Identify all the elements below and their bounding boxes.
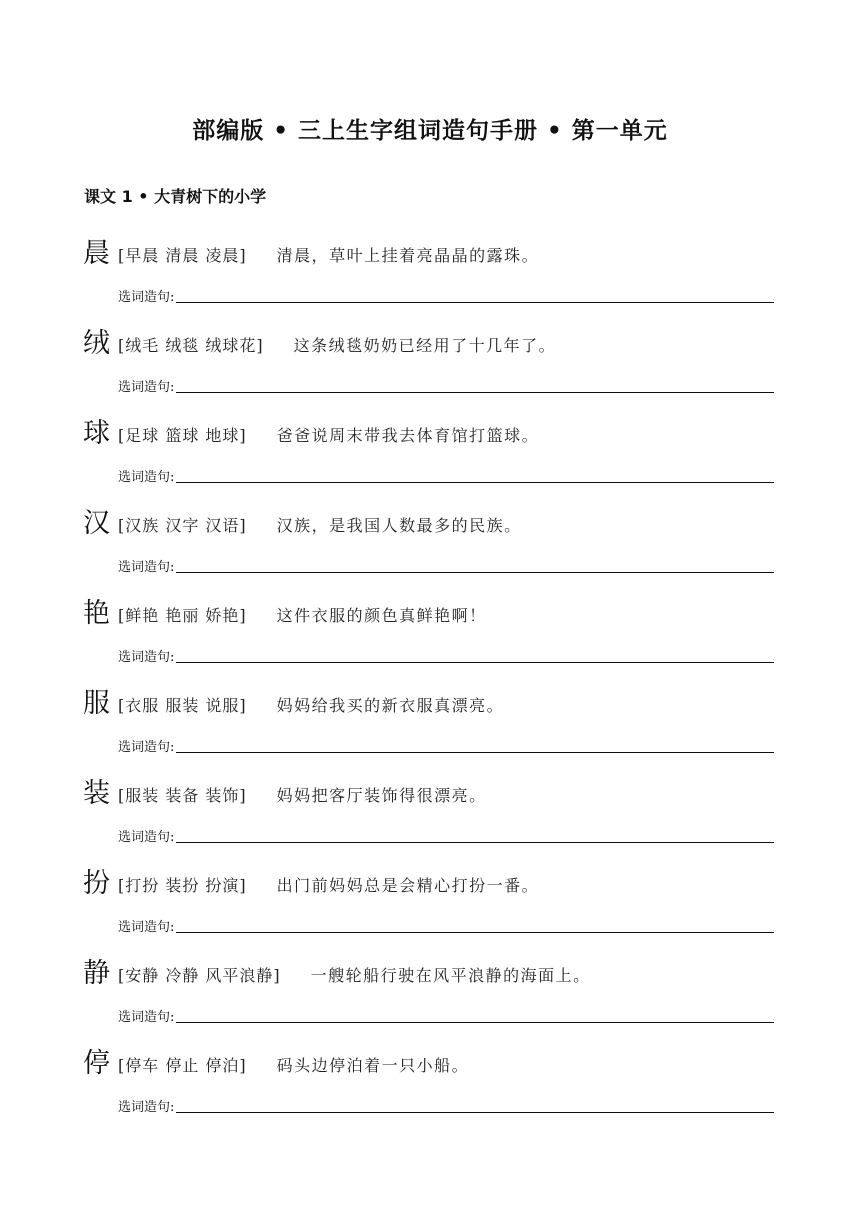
example-sentence: 这条绒毯奶奶已经用了十几年了。: [293, 335, 557, 355]
example-sentence: 清晨，草叶上挂着亮晶晶的露珠。: [276, 245, 540, 265]
writing-line[interactable]: [176, 662, 774, 663]
word-group: [鲜艳 艳丽 娇艳]: [118, 605, 247, 625]
practice-row: [118, 464, 774, 486]
character: 扮: [83, 868, 110, 899]
practice-row: [118, 374, 774, 396]
entry-main: [83, 234, 539, 274]
character: 静: [83, 958, 110, 989]
entry: [0, 410, 860, 500]
example-sentence: 妈妈给我买的新衣服真漂亮。: [276, 695, 505, 715]
practice-row: [118, 734, 774, 756]
practice-label: 选词造句:: [118, 560, 175, 575]
entry: [0, 680, 860, 770]
practice-row: [118, 914, 774, 936]
entry-list: [0, 230, 860, 1130]
entry-main: [83, 594, 487, 634]
page-title: 部编版 • 三上生字组词造句手册 • 第一单元: [192, 118, 668, 144]
entry-main: [83, 1044, 469, 1084]
practice-label: 选词造句:: [118, 920, 175, 935]
practice-row: [118, 824, 774, 846]
writing-line[interactable]: [176, 302, 774, 303]
entry-main: [83, 504, 522, 544]
practice-label: 选词造句:: [118, 650, 175, 665]
writing-line[interactable]: [176, 482, 774, 483]
example-sentence: 爸爸说周末带我去体育馆打篮球。: [276, 425, 540, 445]
writing-line[interactable]: [176, 752, 774, 753]
entry-main: [83, 684, 504, 724]
word-group: [汉族 汉字 汉语]: [118, 515, 247, 535]
writing-line[interactable]: [176, 1112, 774, 1113]
character: 绒: [83, 328, 110, 359]
character: 球: [83, 418, 110, 449]
writing-line[interactable]: [176, 572, 774, 573]
entry-main: [83, 864, 539, 904]
character: 汉: [83, 508, 110, 539]
lesson-title: 课文 1 • 大青树下的小学: [84, 187, 267, 206]
word-group: [早晨 清晨 凌晨]: [118, 245, 247, 265]
practice-label: 选词造句:: [118, 830, 175, 845]
practice-row: [118, 554, 774, 576]
word-group: [服装 装备 装饰]: [118, 785, 247, 805]
writing-line[interactable]: [176, 1022, 774, 1023]
entry: [0, 860, 860, 950]
entry-main: [83, 414, 539, 454]
entry-main: [83, 774, 487, 814]
example-sentence: 妈妈把客厅装饰得很漂亮。: [276, 785, 487, 805]
entry-main: [83, 954, 591, 994]
entry-main: [83, 324, 556, 364]
entry: [0, 230, 860, 320]
practice-row: [118, 1004, 774, 1026]
practice-label: 选词造句:: [118, 740, 175, 755]
example-sentence: 一艘轮船行驶在风平浪静的海面上。: [310, 965, 591, 985]
word-group: [足球 篮球 地球]: [118, 425, 247, 445]
word-group: [绒毛 绒毯 绒球花]: [118, 335, 264, 355]
word-group: [衣服 服装 说服]: [118, 695, 247, 715]
practice-row: [118, 284, 774, 306]
practice-label: 选词造句:: [118, 290, 175, 305]
word-group: [安静 冷静 风平浪静]: [118, 965, 281, 985]
practice-row: [118, 1094, 774, 1116]
character: 晨: [83, 238, 110, 269]
entry: [0, 950, 860, 1040]
entry: [0, 320, 860, 410]
character: 艳: [83, 598, 110, 629]
word-group: [打扮 装扮 扮演]: [118, 875, 247, 895]
example-sentence: 码头边停泊着一只小船。: [276, 1055, 470, 1075]
character: 装: [83, 778, 110, 809]
entry: [0, 500, 860, 590]
word-group: [停车 停止 停泊]: [118, 1055, 247, 1075]
practice-label: 选词造句:: [118, 380, 175, 395]
practice-row: [118, 644, 774, 666]
practice-label: 选词造句:: [118, 1100, 175, 1115]
practice-label: 选词造句:: [118, 1010, 175, 1025]
example-sentence: 出门前妈妈总是会精心打扮一番。: [276, 875, 540, 895]
example-sentence: 这件衣服的颜色真鲜艳啊！: [276, 605, 487, 625]
character: 服: [83, 688, 110, 719]
entry: [0, 770, 860, 860]
writing-line[interactable]: [176, 392, 774, 393]
character: 停: [83, 1048, 110, 1079]
entry: [0, 1040, 860, 1130]
writing-line[interactable]: [176, 932, 774, 933]
practice-label: 选词造句:: [118, 470, 175, 485]
example-sentence: 汉族，是我国人数最多的民族。: [276, 515, 522, 535]
writing-line[interactable]: [176, 842, 774, 843]
entry: [0, 590, 860, 680]
